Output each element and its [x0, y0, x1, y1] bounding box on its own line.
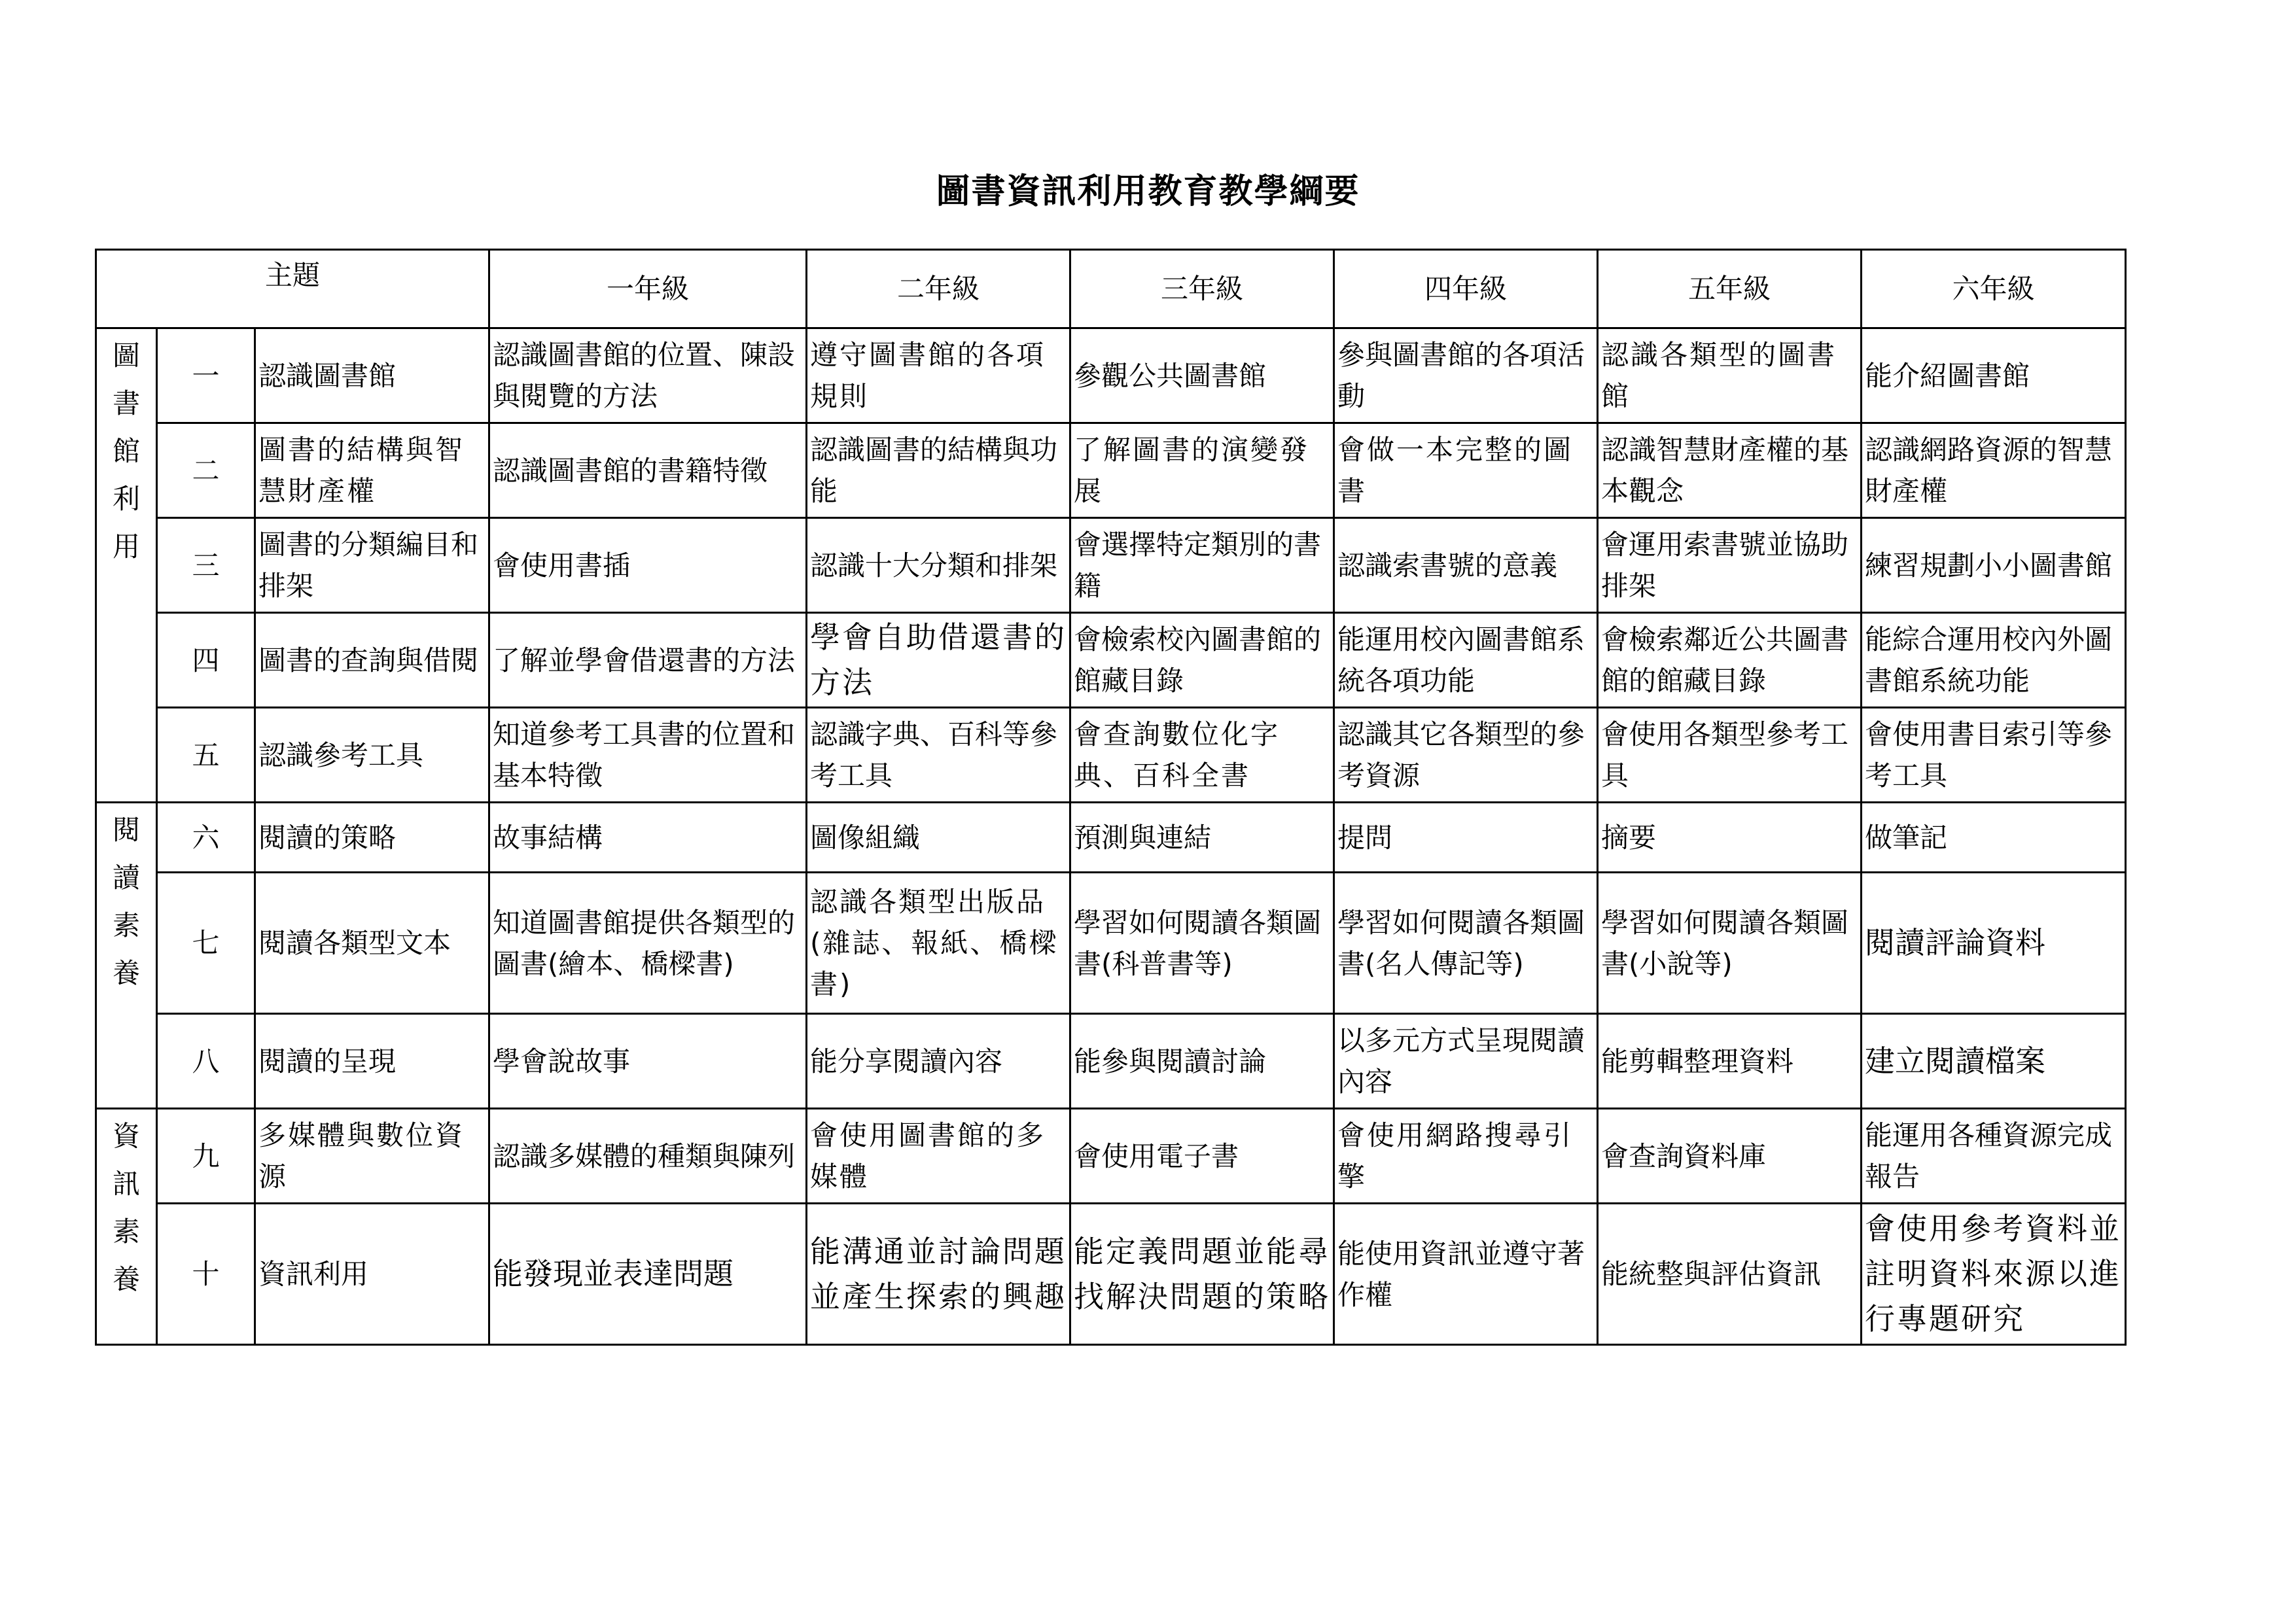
header-topic: 主題 — [96, 250, 489, 328]
cell-grade-5: 能統整與評估資訊 — [1598, 1204, 1862, 1345]
row-topic: 認識參考工具 — [255, 708, 489, 803]
cell-grade-5: 認識智慧財產權的基本觀念 — [1598, 423, 1862, 518]
group-library-literacy: 圖 書 館 利 用 — [96, 328, 157, 803]
row-number: 七 — [157, 873, 255, 1014]
header-grade-2: 二年級 — [807, 250, 1070, 328]
row-number: 八 — [157, 1014, 255, 1109]
table-row — [96, 328, 2126, 423]
cell-grade-2: 認識字典、百科等參考工具 — [807, 708, 1070, 803]
table-row — [96, 423, 2126, 518]
cell-grade-1: 認識圖書館的位置、陳設與閱覽的方法 — [489, 328, 807, 423]
cell-grade-6: 會使用參考資料並註明資料來源以進行專題研究 — [1862, 1204, 2126, 1345]
row-topic: 圖書的查詢與借閱 — [255, 613, 489, 708]
cell-grade-1: 認識多媒體的種類與陳列 — [489, 1109, 807, 1204]
cell-grade-3: 參觀公共圖書館 — [1070, 328, 1334, 423]
row-topic: 資訊利用 — [255, 1204, 489, 1345]
row-number: 六 — [157, 803, 255, 873]
cell-grade-6: 能介紹圖書館 — [1862, 328, 2126, 423]
cell-grade-2: 認識各類型出版品(雜誌、報紙、橋樑書) — [807, 873, 1070, 1014]
header-row — [96, 250, 2126, 328]
row-number: 三 — [157, 518, 255, 613]
cell-grade-2: 認識圖書的結構與功能 — [807, 423, 1070, 518]
cell-grade-5: 會運用索書號並協助排架 — [1598, 518, 1862, 613]
row-number: 二 — [157, 423, 255, 518]
row-topic: 認識圖書館 — [255, 328, 489, 423]
table-row — [96, 518, 2126, 613]
cell-grade-2: 能分享閱讀內容 — [807, 1014, 1070, 1109]
cell-grade-1: 故事結構 — [489, 803, 807, 873]
row-topic: 閱讀的呈現 — [255, 1014, 489, 1109]
group-reading-literacy: 閱 讀 素 養 — [96, 803, 157, 1109]
cell-grade-4: 會使用網路搜尋引擎 — [1334, 1109, 1598, 1204]
cell-grade-6: 練習規劃小小圖書館 — [1862, 518, 2126, 613]
cell-grade-6: 做筆記 — [1862, 803, 2126, 873]
row-topic: 圖書的結構與智慧財產權 — [255, 423, 489, 518]
cell-grade-5: 摘要 — [1598, 803, 1862, 873]
row-number: 五 — [157, 708, 255, 803]
cell-grade-6: 能綜合運用校內外圖書館系統功能 — [1862, 613, 2126, 708]
header-grade-3: 三年級 — [1070, 250, 1334, 328]
row-topic: 多媒體與數位資源 — [255, 1109, 489, 1204]
cell-grade-4: 以多元方式呈現閱讀內容 — [1334, 1014, 1598, 1109]
page-title: 圖書資訊利用教育教學綱要 — [936, 172, 1360, 211]
cell-grade-2: 學會自助借還書的方法 — [807, 613, 1070, 708]
header-grade-5: 五年級 — [1598, 250, 1862, 328]
syllabus-table — [95, 249, 2127, 1346]
row-number: 十 — [157, 1204, 255, 1345]
table-row — [96, 1109, 2126, 1204]
cell-grade-4: 能運用校內圖書館系統各項功能 — [1334, 613, 1598, 708]
table-row — [96, 613, 2126, 708]
cell-grade-4: 提問 — [1334, 803, 1598, 873]
table-row — [96, 803, 2126, 873]
row-number: 一 — [157, 328, 255, 423]
cell-grade-3: 會查詢數位化字典、百科全書 — [1070, 708, 1334, 803]
cell-grade-6: 認識網路資源的智慧財產權 — [1862, 423, 2126, 518]
cell-grade-4: 參與圖書館的各項活動 — [1334, 328, 1598, 423]
row-number: 九 — [157, 1109, 255, 1204]
cell-grade-1: 知道圖書館提供各類型的圖書(繪本、橋樑書) — [489, 873, 807, 1014]
cell-grade-3: 學習如何閱讀各類圖書(科普書等) — [1070, 873, 1334, 1014]
row-topic: 閱讀各類型文本 — [255, 873, 489, 1014]
cell-grade-2: 認識十大分類和排架 — [807, 518, 1070, 613]
cell-grade-5: 學習如何閱讀各類圖書(小說等) — [1598, 873, 1862, 1014]
cell-grade-1: 能發現並表達問題 — [489, 1204, 807, 1345]
table-row — [96, 873, 2126, 1014]
cell-grade-2: 會使用圖書館的多媒體 — [807, 1109, 1070, 1204]
cell-grade-3: 能參與閱讀討論 — [1070, 1014, 1334, 1109]
group-information-literacy: 資 訊 素 養 — [96, 1109, 157, 1345]
cell-grade-6: 能運用各種資源完成報告 — [1862, 1109, 2126, 1204]
header-grade-4: 四年級 — [1334, 250, 1598, 328]
cell-grade-1: 學會說故事 — [489, 1014, 807, 1109]
cell-grade-4: 能使用資訊並遵守著作權 — [1334, 1204, 1598, 1345]
cell-grade-5: 會使用各類型參考工具 — [1598, 708, 1862, 803]
cell-grade-2: 遵守圖書館的各項規則 — [807, 328, 1070, 423]
cell-grade-3: 預測與連結 — [1070, 803, 1334, 873]
cell-grade-4: 會做一本完整的圖書 — [1334, 423, 1598, 518]
cell-grade-5: 會檢索鄰近公共圖書館的館藏目錄 — [1598, 613, 1862, 708]
cell-grade-1: 認識圖書館的書籍特徵 — [489, 423, 807, 518]
cell-grade-4: 認識索書號的意義 — [1334, 518, 1598, 613]
cell-grade-6: 會使用書目索引等參考工具 — [1862, 708, 2126, 803]
cell-grade-6: 建立閱讀檔案 — [1862, 1014, 2126, 1109]
cell-grade-1: 會使用書插 — [489, 518, 807, 613]
row-topic: 閱讀的策略 — [255, 803, 489, 873]
row-number: 四 — [157, 613, 255, 708]
table-row — [96, 1014, 2126, 1109]
cell-grade-5: 能剪輯整理資料 — [1598, 1014, 1862, 1109]
cell-grade-4: 學習如何閱讀各類圖書(名人傳記等) — [1334, 873, 1598, 1014]
cell-grade-1: 知道參考工具書的位置和基本特徵 — [489, 708, 807, 803]
cell-grade-4: 認識其它各類型的參考資源 — [1334, 708, 1598, 803]
cell-grade-3: 了解圖書的演變發展 — [1070, 423, 1334, 518]
header-grade-1: 一年級 — [489, 250, 807, 328]
cell-grade-3: 能定義問題並能尋找解決問題的策略 — [1070, 1204, 1334, 1345]
cell-grade-3: 會選擇特定類別的書籍 — [1070, 518, 1334, 613]
cell-grade-5: 認識各類型的圖書館 — [1598, 328, 1862, 423]
table-row — [96, 1204, 2126, 1345]
row-topic: 圖書的分類編目和排架 — [255, 518, 489, 613]
cell-grade-2: 圖像組織 — [807, 803, 1070, 873]
cell-grade-6: 閱讀評論資料 — [1862, 873, 2126, 1014]
cell-grade-2: 能溝通並討論問題並產生探索的興趣 — [807, 1204, 1070, 1345]
cell-grade-3: 會使用電子書 — [1070, 1109, 1334, 1204]
cell-grade-1: 了解並學會借還書的方法 — [489, 613, 807, 708]
cell-grade-5: 會查詢資料庫 — [1598, 1109, 1862, 1204]
table-row — [96, 708, 2126, 803]
header-grade-6: 六年級 — [1862, 250, 2126, 328]
cell-grade-3: 會檢索校內圖書館的館藏目錄 — [1070, 613, 1334, 708]
